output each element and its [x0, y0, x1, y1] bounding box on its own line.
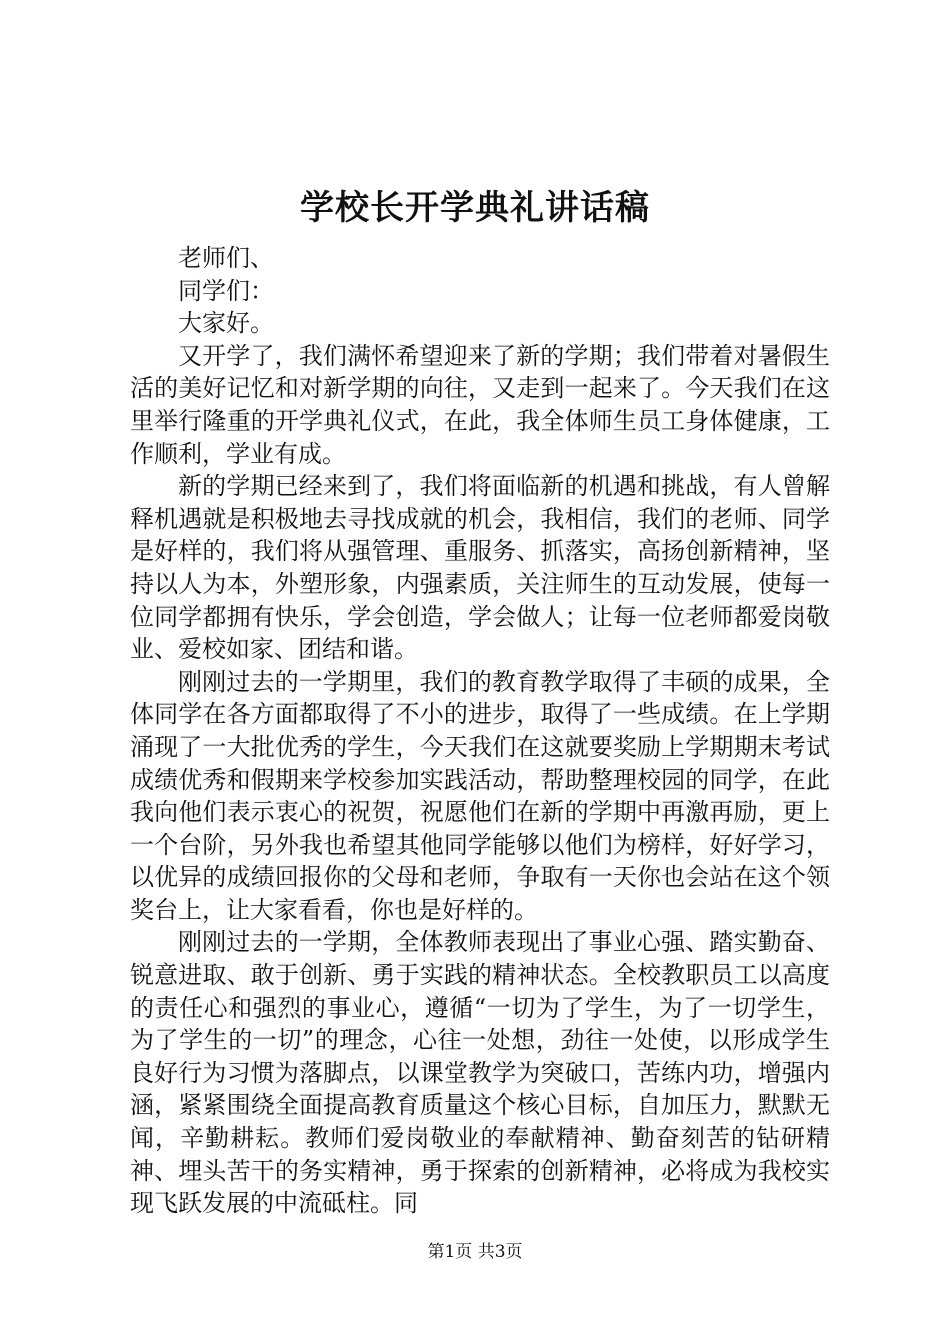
paragraph-4: 刚刚过去的一学期，全体教师表现出了事业心强、踏实勤奋、锐意进取、敢于创新、勇于实践的精神状态。全校教职员工以高度的责任心和强烈的事业心，遵循“一切为了学生，为了一切学生，为了学生的一切”的理念，心往一处想，劲往一处使，以形成学生良好行为习惯为落脚点，以课堂教学为突破口，苦练内功，增强内涵，紧紧围绕全面提高教育质量这个核心目标，自加压力，默默无闻，辛勤耕耘。教师们爱岗敬业的奉献精神、勤奋刻苦的钻研精神、埋头苦干的务实精神，勇于探索的创新精神，必将成为我校实现飞跃发展的中流砥柱。同	[130, 928, 830, 1218]
paragraph-2: 新的学期已经来到了，我们将面临新的机遇和挑战，有人曾解释机遇就是积极地去寻找成就的机会，我相信，我们的老师、同学是好样的，我们将从强管理、重服务、抓落实，高扬创新精神，坚持以人为本，外塑形象，内强素质，关注师生的互动发展，使每一位同学都拥有快乐，学会创造，学会做人；让每一位老师都爱岗敬业、爱校如家、团结和谐。	[130, 472, 830, 664]
salutation-students: 同学们：	[178, 276, 274, 305]
paragraph-1: 又开学了，我们满怀希望迎来了新的学期；我们带着对暑假生活的美好记忆和对新学期的向往，又走到一起来了。今天我们在这里举行隆重的开学典礼仪式，在此，我全体师生员工身体健康，工作顺利，学业有成。	[130, 341, 830, 468]
salutation-greeting: 大家好。	[178, 309, 274, 338]
paragraph-3: 刚刚过去的一学期里，我们的教育教学取得了丰硕的成果，全体同学在各方面都取得了不小的进步，取得了一些成绩。在上学期涌现了一大批优秀的学生，今天我们在这就要奖励上学期期末考试成绩优秀和假期来学校参加实践活动，帮助整理校园的同学，在此我向他们表示衷心的祝贺，祝愿他们在新的学期中再激再励，更上一个台阶，另外我也希望其他同学能够以他们为榜样，好好学习，以优异的成绩回报你的父母和老师，争取有一天你也会站在这个领奖台上，让大家看看，你也是好样的。	[130, 667, 830, 924]
document-title: 学校长开学典礼讲话稿	[300, 188, 650, 228]
document-body	[130, 242, 830, 1220]
salutation-teachers: 老师们、	[178, 244, 274, 272]
page-number-footer: 第1页 共3页	[427, 1242, 523, 1262]
